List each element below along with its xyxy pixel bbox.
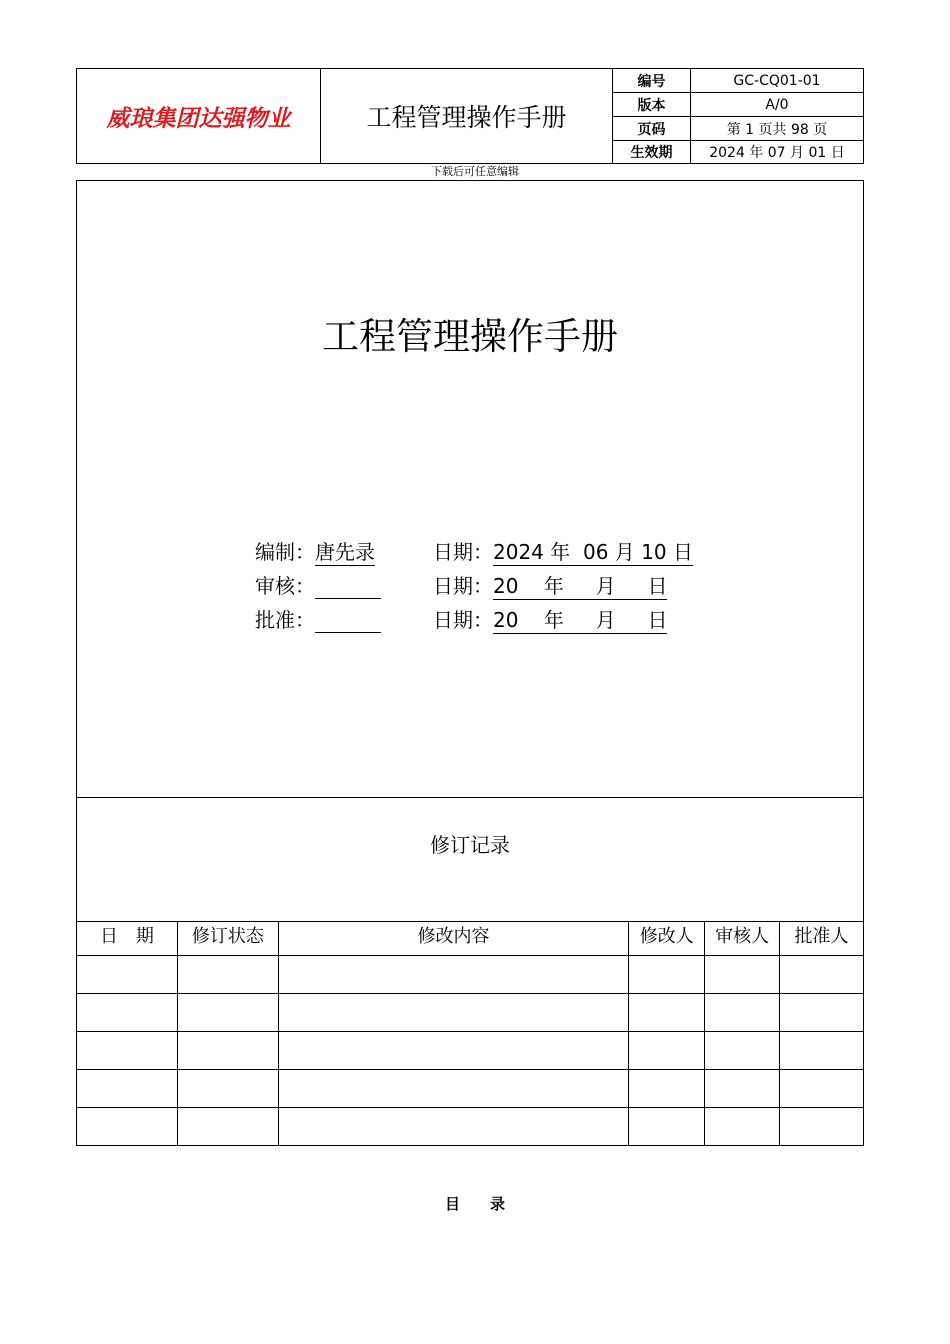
meta-value: 2024 年 07 月 01 日 — [709, 145, 845, 161]
header-table — [76, 68, 864, 164]
table-row — [77, 1070, 864, 1108]
cover-frame — [76, 180, 864, 1146]
table-row — [77, 956, 864, 994]
date-label: 日期： — [433, 540, 493, 564]
meta-value: 第 1 页共 98 页 — [726, 121, 828, 138]
revision-header-row — [77, 922, 864, 956]
compile-date-line — [433, 536, 693, 566]
approve-line — [255, 604, 381, 633]
meta-key: 版本 — [613, 93, 691, 116]
review-line — [255, 570, 381, 599]
col-approver: 批准人 — [780, 922, 864, 956]
revision-divider — [77, 797, 863, 798]
table-row — [77, 994, 864, 1032]
meta-value: A/0 — [765, 96, 789, 113]
approve-date-line — [433, 604, 667, 634]
company-name: 威琅集团达强物业 — [77, 69, 321, 163]
col-modifier: 修改人 — [629, 922, 705, 956]
compile-label: 编制： — [255, 540, 315, 564]
meta-key: 编号 — [613, 69, 691, 92]
approve-label: 批准： — [255, 608, 315, 632]
review-blank — [315, 578, 381, 599]
review-date-line — [433, 570, 667, 600]
toc-title: 目 录 — [444, 1195, 505, 1213]
compile-date: 2024 年 06 月 10 日 — [493, 536, 693, 566]
date-label: 日期： — [433, 608, 493, 632]
revision-table — [76, 921, 864, 1146]
review-label: 审核： — [255, 574, 315, 598]
col-date: 日 期 — [77, 922, 178, 956]
meta-row-version — [613, 93, 863, 117]
meta-key: 页码 — [613, 117, 691, 140]
revision-title: 修订记录 — [430, 833, 510, 857]
review-date: 20 年 月 日 — [493, 570, 667, 600]
download-note: 下载后可任意编辑 — [431, 165, 519, 178]
meta-row-page — [613, 117, 863, 141]
compile-line — [255, 536, 375, 566]
meta-value: GC-CQ01-01 — [733, 72, 821, 89]
table-row — [77, 1108, 864, 1146]
meta-row-effective — [613, 141, 863, 163]
date-label: 日期： — [433, 574, 493, 598]
col-status: 修订状态 — [177, 922, 278, 956]
header-meta — [613, 69, 863, 163]
meta-key: 生效期 — [613, 141, 691, 163]
header-title: 工程管理操作手册 — [321, 69, 613, 163]
approve-date: 20 年 月 日 — [493, 604, 667, 634]
compiler-name: 唐先录 — [315, 536, 375, 566]
col-content: 修改内容 — [278, 922, 628, 956]
document-title: 工程管理操作手册 — [322, 315, 618, 358]
col-reviewer: 审核人 — [705, 922, 780, 956]
table-row — [77, 1032, 864, 1070]
meta-row-number — [613, 69, 863, 93]
approve-blank — [315, 612, 381, 633]
